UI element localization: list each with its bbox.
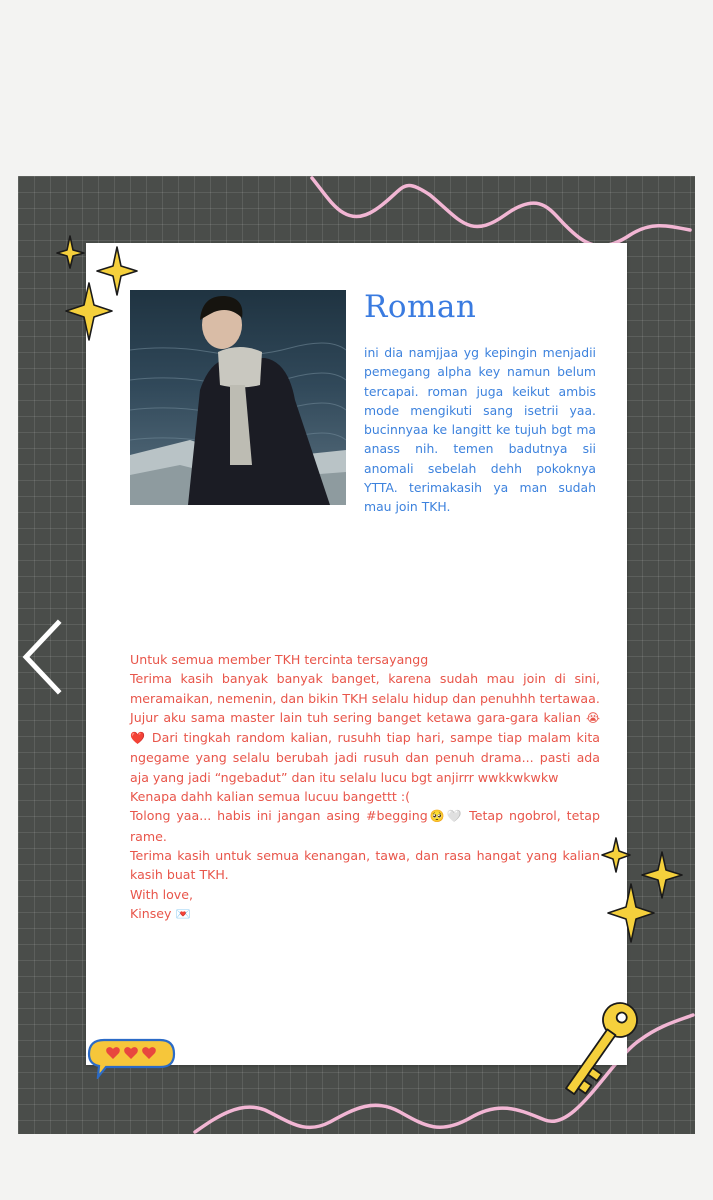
profile-photo	[130, 290, 346, 505]
crying-heart-emoji-icon: 😭❤️	[130, 710, 600, 746]
letter-signature	[130, 904, 600, 924]
letter-text: Dari tingkah random kalian, rusuhh tiap hari, sampe tiap malam kita ngegame yang selalu berubah jadi rusuh dan penuh drama... pasti ada aja yang jadi “ngebadut” dan itu selalu lucu bgt anjirrr wwkkwkwkw	[130, 730, 600, 785]
person-photo-icon	[130, 290, 346, 505]
profile-name: Roman	[364, 289, 477, 325]
love-letter-emoji-icon: 💌	[175, 906, 191, 921]
profile-bio: ini dia namjjaa yg kepingin menjadii pemegang alpha key namun belum tercapai. roman juga keikut ambis mode mengikuti sang isetrii yaa. bucinnyaa ke langitt ke tujuh bgt ma anass nih. temen badutnya sii anomali sebelah dehh pokoknya YTTA. terimakasih ya man sudah mau join TKH.	[364, 345, 596, 515]
letter-paragraph: Terima kasih banyak banyak banget, karena sudah mau join di sini, meramaikan, nemenin, dan bikin TKH selalu hidup dan penuhhh tertawaa.	[130, 671, 600, 706]
letter-text: Tetap ngobrol, tetap rame.	[130, 808, 600, 844]
chevron-left-icon	[26, 623, 58, 691]
signature-name: Kinsey	[130, 905, 172, 921]
letter-paragraph	[130, 708, 600, 787]
hearts-bubble-icon	[86, 1037, 178, 1079]
letter-body	[130, 650, 600, 924]
pleading-heart-emoji-icon: 🥺🤍	[427, 809, 464, 824]
letter-text: Tolong yaa... habis ini jangan asing #begging	[130, 808, 428, 824]
back-button[interactable]	[18, 617, 70, 697]
letter-paragraph: Kenapa dahh kalian semua lucuu bangettt :(	[130, 789, 411, 805]
letter-closing: With love,	[130, 886, 194, 902]
letter-paragraph: Terima kasih untuk semua kenangan, tawa, dan rasa hangat yang kalian kasih buat TKH.	[130, 847, 600, 883]
letter-text: Jujur aku sama master lain tuh sering banget ketawa gara-gara kalian	[130, 709, 581, 725]
letter-greeting: Untuk semua member TKH tercinta tersayangg	[130, 652, 429, 667]
letter-paragraph	[130, 806, 600, 846]
